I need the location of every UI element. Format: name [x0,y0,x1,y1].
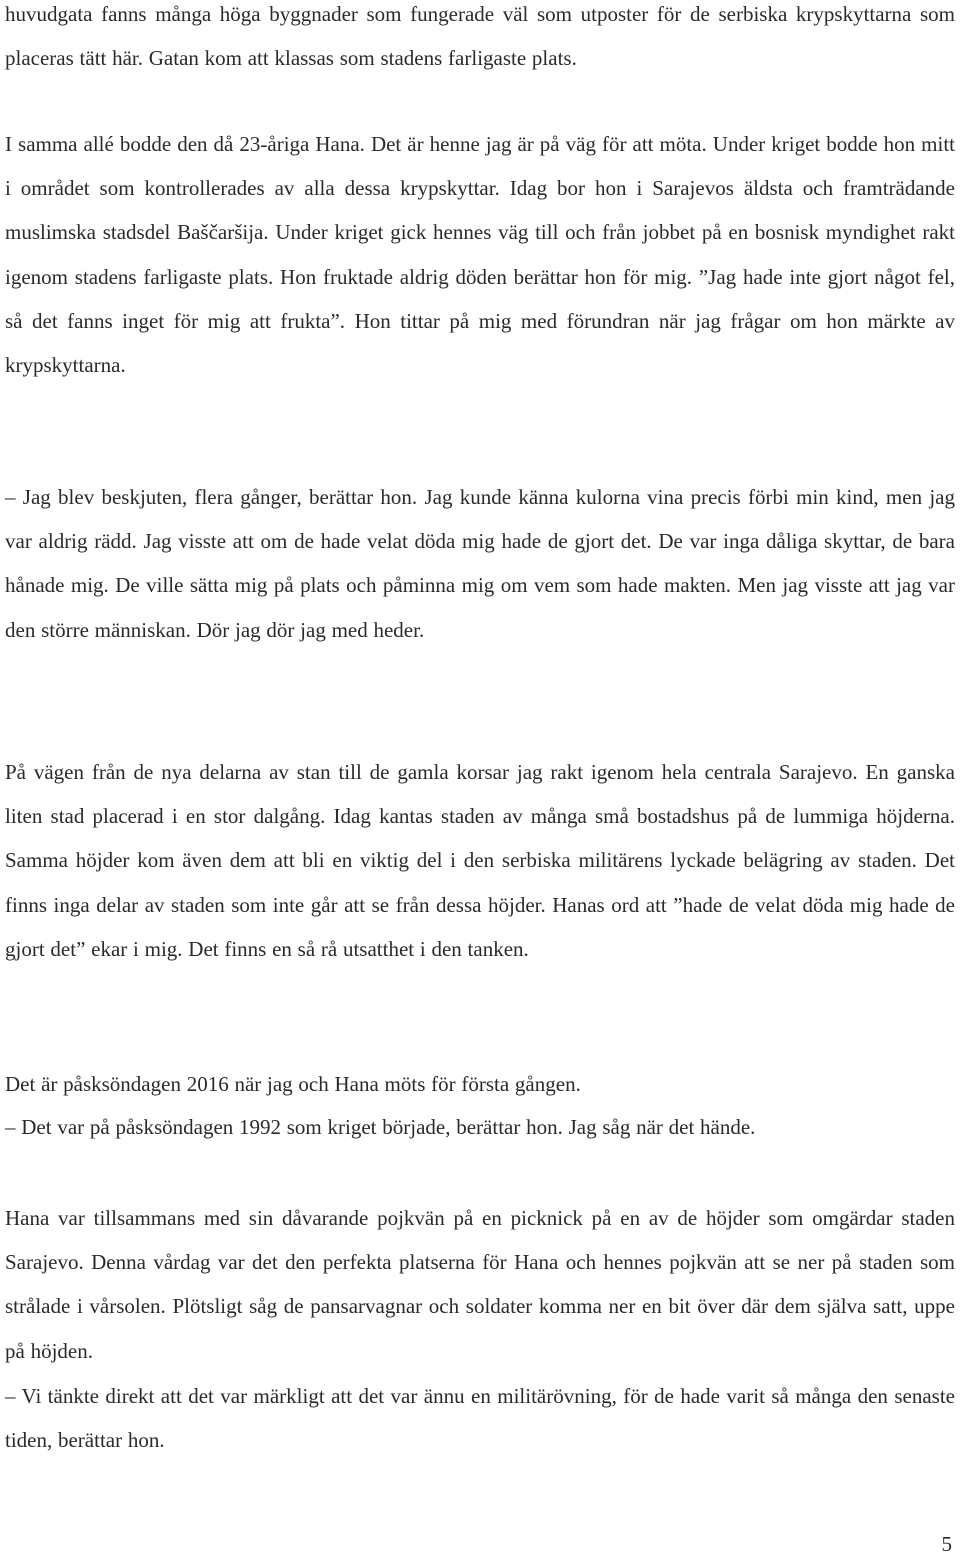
paragraph-military-exercise: – Vi tänkte direkt att det var märkligt att det var ännu en militärövning, för de hade varit så många den senaste tiden, berättar hon. [5,1384,955,1453]
paragraph-easter-1992: – Det var på påsksöndagen 1992 som kriget började, berättar hon. Jag såg när det hände. [5,1115,756,1139]
paragraph-sarajevo: På vägen från de nya delarna av stan till de gamla korsar jag rakt igenom hela centrala Sarajevo. En ganska liten stad placerad i en stor dalgång. Idag kantas staden av många små bostadshus på de lummiga höjderna. Samma höjder kom även dem att bli en viktig del i den serbiska militärens lyckade belägring av staden. Det finns inga delar av staden som inte går att se från dessa höjder. Hanas ord att ”hade de velat döda mig hade de gjort det” ekar i mig. Det finns en så rå utsatthet i den tanken. [5,760,955,961]
paragraph-street: huvudgata fanns många höga byggnader som fungerade väl som utposter för de serbiska krypskyttarna som placeras tätt här. Gatan kom att klassas som stadens farligaste plats. [5,2,955,71]
paragraph-hana-quote: – Jag blev beskjuten, flera gånger, berättar hon. Jag kunde känna kulorna vina precis förbi min kind, men jag var aldrig rädd. Jag visste att om de hade velat döda mig hade de gjort det. De var inga dåliga skyttar, de bara hånade mig. De ville sätta mig på plats och påminna mig om vem som hade makten. Men jag visste att jag var den större människan. Dör jag dör jag med heder. [5,485,955,642]
page-number: 5 [941,1532,952,1556]
paragraph-hana-intro: I samma allé bodde den då 23-åriga Hana. Det är henne jag är på väg för att möta. Under kriget bodde hon mitt i området som kontrollerades av alla dessa krypskyttar. Idag bor hon i Sarajevos äldsta och framträdande muslimska stadsdel Baščaršija. Under kriget gick hennes väg till och från jobbet på en bosnisk myndighet rakt igenom stadens farligaste plats. Hon fruktade aldrig döden berättar hon för mig. ”Jag hade inte gjort något fel, så det fanns inget för mig att frukta”. Hon tittar på mig med förundran när jag frågar om hon märkte av krypskyttarna. [5,132,955,378]
paragraph-picnic: Hana var tillsammans med sin dåvarande pojkvän på en picknick på en av de höjder som omgärdar staden Sarajevo. Denna vårdag var det den perfekta platserna för Hana och hennes pojkvän att se ner på staden som strålade i vårsolen. Plötsligt såg de pansarvagnar och soldater komma ner en bit över där dem själva satt, uppe på höjden. [5,1206,955,1363]
paragraph-easter-2016: Det är påsksöndagen 2016 när jag och Hana möts för första gången. [5,1072,581,1096]
